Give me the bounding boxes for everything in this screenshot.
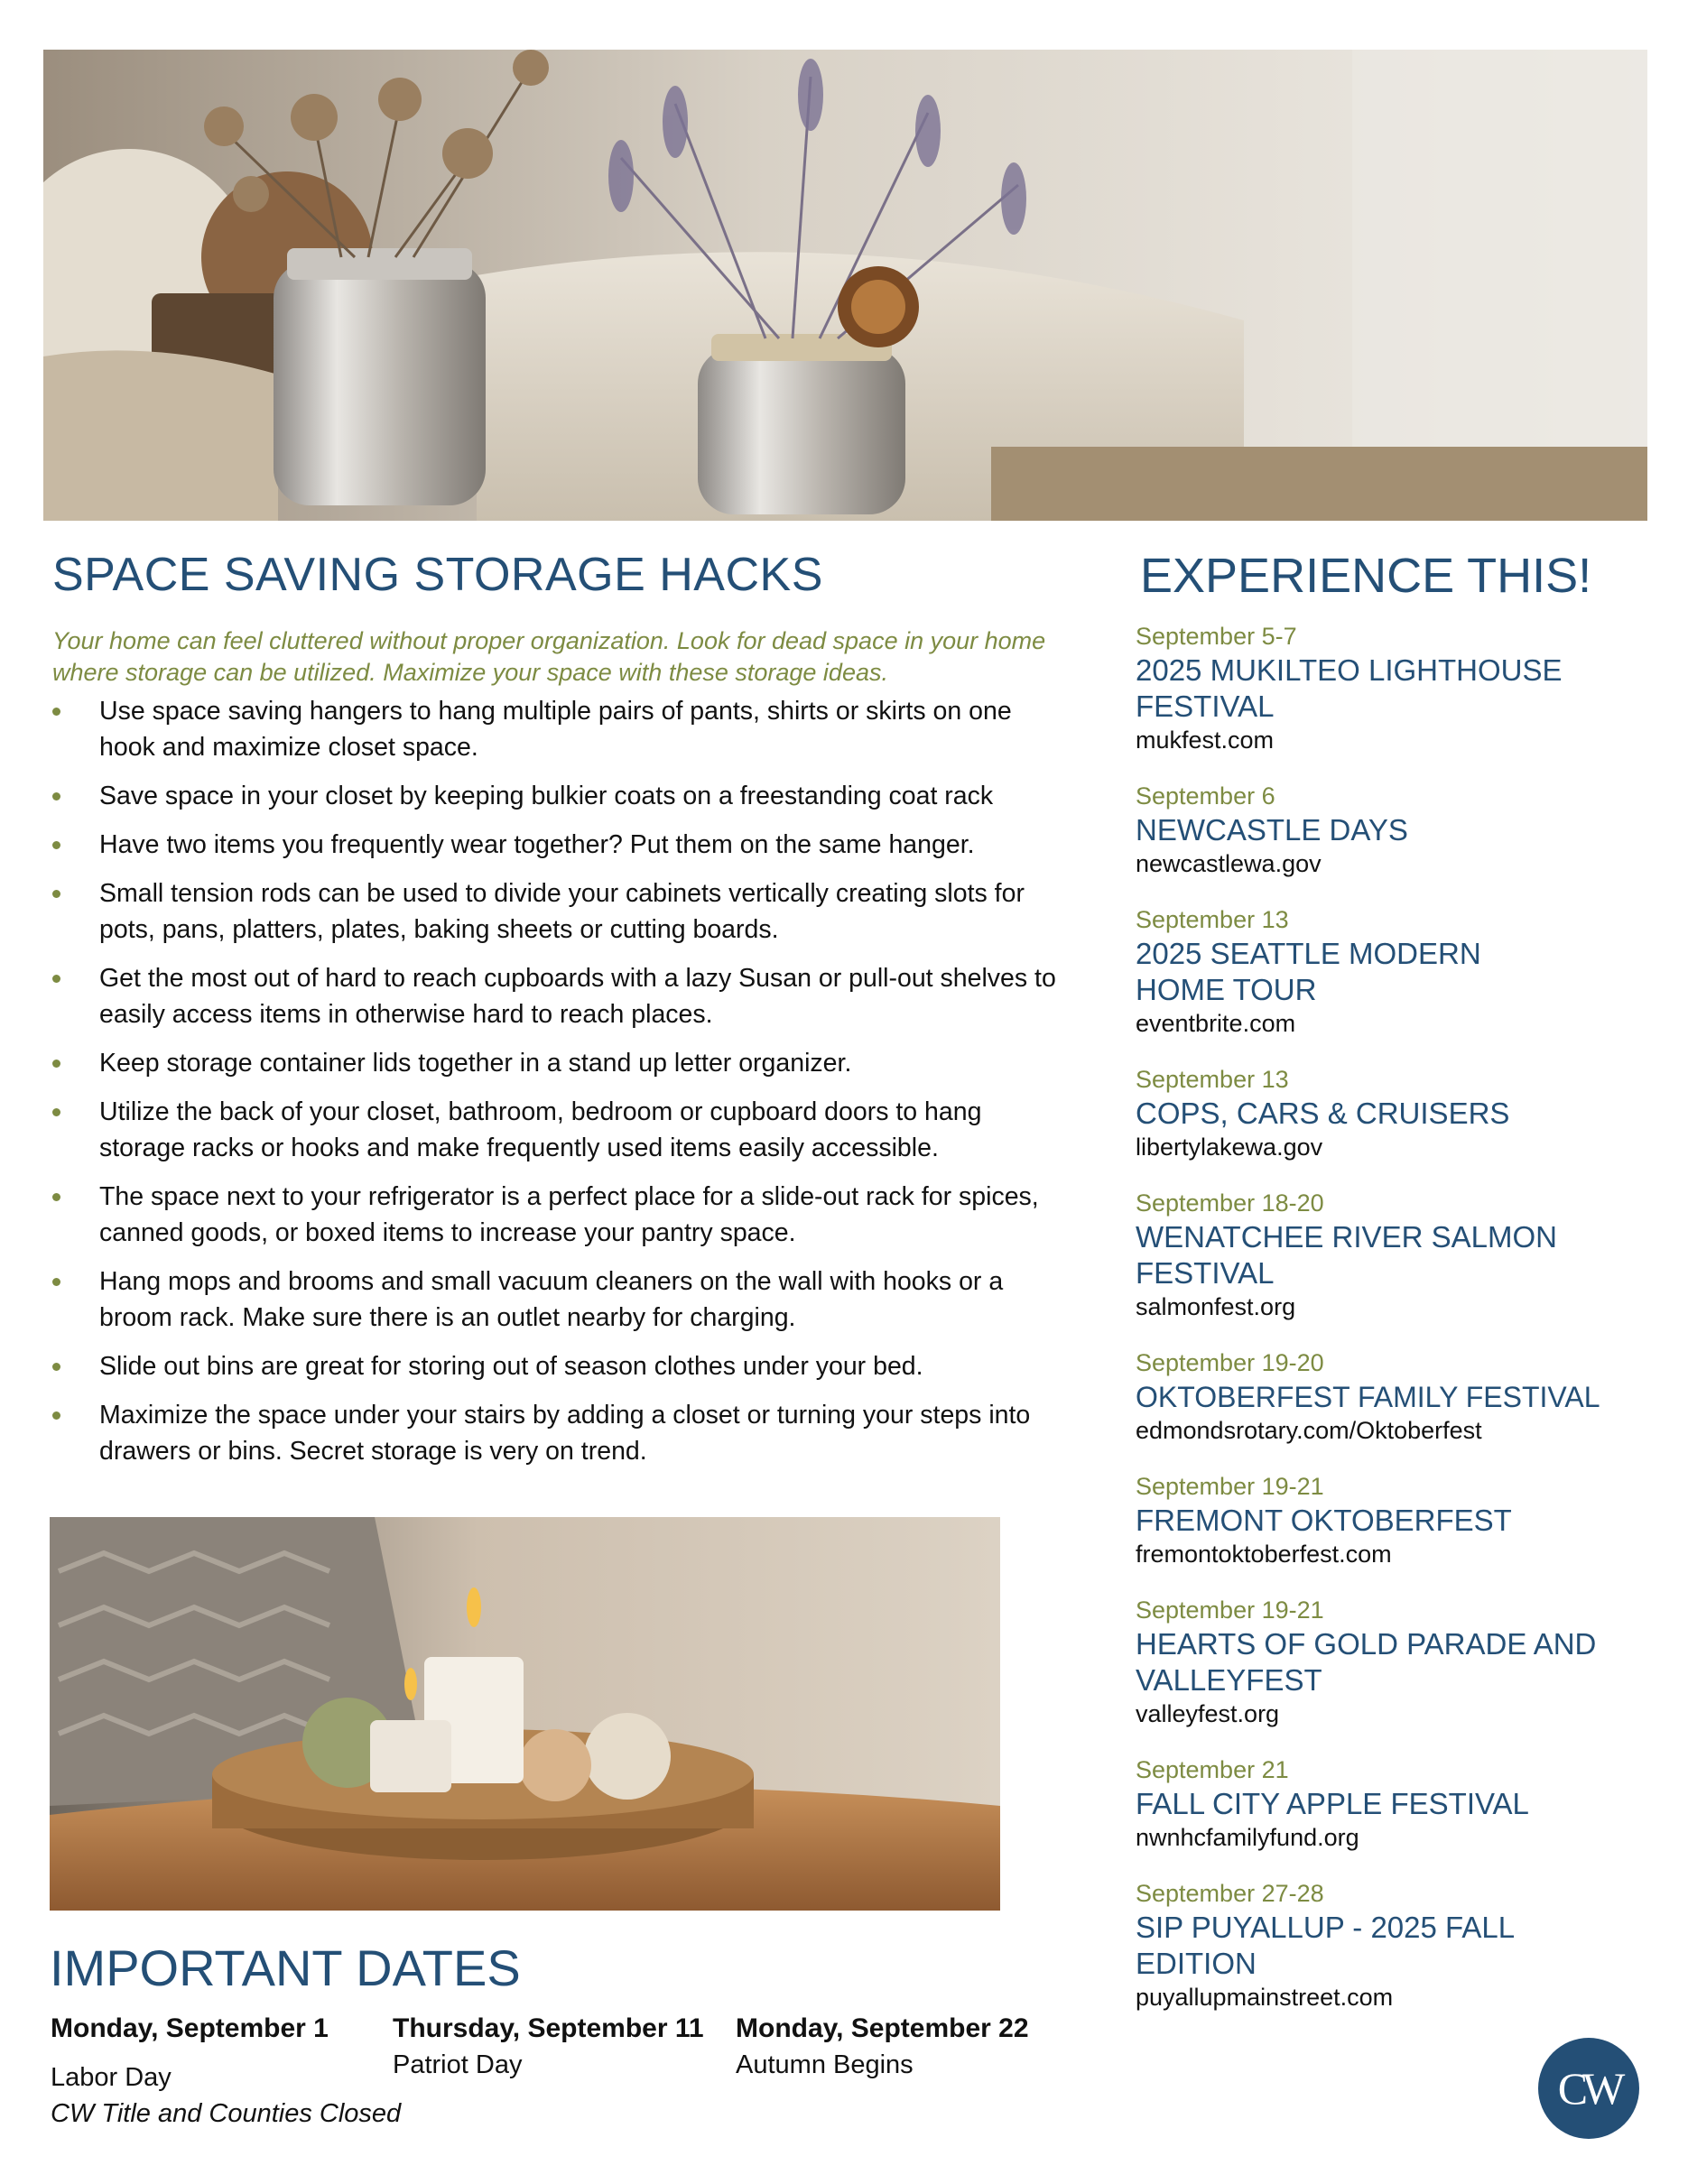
event-date: September 18-20 [1136,1189,1324,1217]
list-item: Use space saving hangers to hang multiple pairs of pants, shirts or skirts on one hook and maximize closet space. [52,693,1072,765]
storage-hacks-intro: Your home can feel cluttered without proper organization. Look for dead space in your home where storage can be utilized. Maximize your space with these storage ideas. [52,627,1046,686]
list-item: Hang mops and brooms and small vacuum cleaners on the wall with hooks or a broom rack. Make sure there is an outlet nearby for charging. [52,1263,1072,1336]
list-item: The space next to your refrigerator is a perfect place for a slide-out rack for spices, canned goods, or boxed items to increase your pantry space. [52,1179,1072,1251]
event-link[interactable]: fremontoktoberfest.com [1136,1541,1392,1568]
hero-photo [43,50,1647,521]
list-item: Get the most out of hard to reach cupboards with a lazy Susan or pull-out shelves to easily access items in otherwise hard to reach places. [52,960,1072,1032]
bullet-icon [52,1193,60,1201]
date-name: Patriot Day [393,2050,523,2079]
cw-logo [1538,2038,1639,2139]
event-date: September 13 [1136,1066,1289,1093]
event-title: COPS, CARS & CRUISERS [1136,1097,1510,1130]
event-title: 2025 SEATTLE MODERN HOME TOUR [1136,937,1481,1006]
candles-photo [50,1517,1000,1911]
date-day: Monday, September 1 [51,2013,329,2043]
event-date: September 5-7 [1136,623,1297,650]
event-title: FREMONT OKTOBERFEST [1136,1504,1512,1537]
event-item [1136,1471,1641,1570]
date-item [736,2011,1079,2083]
list-item: Slide out bins are great for storing out of season clothes under your bed. [52,1348,1072,1384]
event-item [1136,904,1641,1040]
candles-illustration [50,1517,1000,1911]
event-link[interactable]: puyallupmainstreet.com [1136,1984,1394,2011]
bullet-icon [52,1108,60,1116]
event-date: September 21 [1136,1756,1289,1783]
event-link[interactable]: newcastlewa.gov [1136,850,1322,877]
event-title: FALL CITY APPLE FESTIVAL [1136,1787,1529,1820]
event-item [1136,621,1641,756]
date-note: CW Title and Counties Closed [51,2099,402,2128]
list-item: Maximize the space under your stairs by adding a closet or turning your steps into drawers or bins. Secret storage is very on trend. [52,1397,1072,1469]
experience-heading: EXPERIENCE THIS! [1140,549,1592,603]
hero-illustration [43,50,1647,521]
date-day: Thursday, September 11 [393,2013,704,2043]
event-link[interactable]: libertylakewa.gov [1136,1134,1323,1161]
bullet-icon [52,975,60,983]
event-link[interactable]: valleyfest.org [1136,1700,1280,1727]
date-name: Labor Day [51,2063,172,2092]
list-item: Save space in your closet by keeping bulkier coats on a freestanding coat rack [52,778,1072,814]
event-item [1136,1064,1641,1163]
list-item: Keep storage container lids together in a stand up letter organizer. [52,1045,1072,1081]
event-title: NEWCASTLE DAYS [1136,813,1408,847]
bullet-icon [52,792,60,800]
event-link[interactable]: mukfest.com [1136,726,1275,754]
bullet-icon [52,890,60,898]
date-name: Autumn Begins [736,2050,914,2079]
event-date: September 27-28 [1136,1880,1324,1907]
storage-hacks-list [52,693,1072,1482]
bullet-icon [52,1278,60,1286]
event-title: HEARTS OF GOLD PARADE AND VALLEYFEST [1136,1627,1597,1697]
list-item: Have two items you frequently wear together? Put them on the same hanger. [52,827,1072,863]
event-link[interactable]: salmonfest.org [1136,1293,1296,1320]
event-item [1136,781,1641,880]
event-item [1136,1347,1641,1447]
event-title: OKTOBERFEST FAMILY FESTIVAL [1136,1381,1600,1413]
bullet-icon [52,841,60,849]
bullet-icon [52,708,60,716]
cw-logo-text: CW [1557,2063,1620,2114]
event-item [1136,1754,1641,1854]
date-day: Monday, September 22 [736,2013,1029,2043]
event-item [1136,1188,1641,1323]
event-link[interactable]: nwnhcfamilyfund.org [1136,1824,1359,1851]
event-title: 2025 MUKILTEO LIGHTHOUSE FESTIVAL [1136,653,1563,723]
event-date: September 13 [1136,906,1289,933]
event-link[interactable]: eventbrite.com [1136,1010,1296,1037]
event-date: September 19-21 [1136,1473,1324,1500]
date-item [393,2011,736,2083]
event-title: WENATCHEE RIVER SALMON FESTIVAL [1136,1220,1557,1290]
event-date: September 19-21 [1136,1596,1324,1624]
event-item [1136,1595,1641,1730]
bullet-icon [52,1060,60,1068]
event-item [1136,1878,1641,2013]
list-item: Utilize the back of your closet, bathroom, bedroom or cupboard doors to hang storage racks or hooks and make frequently used items easily accessible. [52,1094,1072,1166]
list-item: Small tension rods can be used to divide your cabinets vertically creating slots for pots, pans, platters, plates, baking sheets or cutting boards. [52,875,1072,948]
important-dates-heading: IMPORTANT DATES [50,1939,521,1996]
event-link[interactable]: edmondsrotary.com/Oktoberfest [1136,1417,1482,1444]
event-title: SIP PUYALLUP - 2025 FALL EDITION [1136,1911,1514,1980]
event-date: September 19-20 [1136,1349,1324,1376]
bullet-icon [52,1411,60,1420]
bullet-icon [52,1363,60,1371]
event-date: September 6 [1136,782,1275,810]
events-list [1136,621,1641,2038]
date-item [51,2011,402,2132]
storage-hacks-heading: SPACE SAVING STORAGE HACKS [52,549,823,601]
